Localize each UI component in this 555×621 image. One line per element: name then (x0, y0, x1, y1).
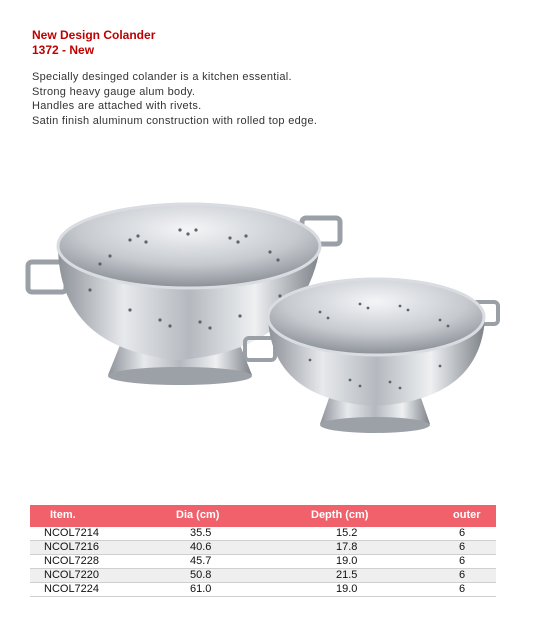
product-photo (20, 190, 505, 450)
product-title-block (32, 28, 155, 58)
description-line: Specially desinged colander is a kitchen essential. (32, 71, 292, 83)
cell-dia: 45.7 (190, 555, 212, 567)
table-row (30, 569, 496, 583)
header-outer: outer (453, 509, 481, 521)
product-description (32, 70, 317, 128)
description-line: Strong heavy gauge alum body. (32, 85, 196, 98)
cell-depth: 19.0 (336, 583, 358, 595)
small-colander (245, 279, 498, 433)
cell-item: NCOL7216 (44, 541, 100, 553)
cell-dia: 35.5 (190, 527, 212, 539)
cell-dia: 50.8 (190, 569, 212, 581)
cell-item: NCOL7220 (44, 569, 100, 581)
cell-outer: 6 (459, 541, 466, 553)
product-title: New Design Colander (32, 28, 156, 42)
cell-dia: 40.6 (190, 541, 212, 553)
table-header (30, 505, 496, 527)
cell-depth: 21.5 (336, 569, 358, 581)
table-row (30, 541, 496, 555)
spec-table (30, 505, 496, 597)
cell-outer: 6 (459, 555, 466, 567)
table-row (30, 583, 496, 597)
cell-item: NCOL7224 (44, 583, 100, 595)
table-row (30, 555, 496, 569)
header-dia: Dia (cm) (176, 509, 220, 521)
cell-item: NCOL7228 (44, 555, 100, 567)
cell-depth: 19.0 (336, 555, 358, 567)
cell-outer: 6 (459, 583, 466, 595)
header-item: Item. (50, 509, 76, 521)
cell-depth: 15.2 (336, 527, 358, 539)
cell-depth: 17.8 (336, 541, 358, 553)
table-body (30, 527, 496, 597)
product-code: 1372 - New (32, 43, 95, 57)
header-depth: Depth (cm) (311, 509, 369, 521)
cell-dia: 61.0 (190, 583, 212, 595)
cell-outer: 6 (459, 527, 466, 539)
table-row (30, 527, 496, 541)
description-line: Handles are attached with rivets. (32, 100, 202, 112)
cell-outer: 6 (459, 569, 466, 581)
description-line: Satin finish aluminum construction with rolled top edge. (32, 114, 318, 127)
cell-item: NCOL7214 (44, 527, 100, 539)
